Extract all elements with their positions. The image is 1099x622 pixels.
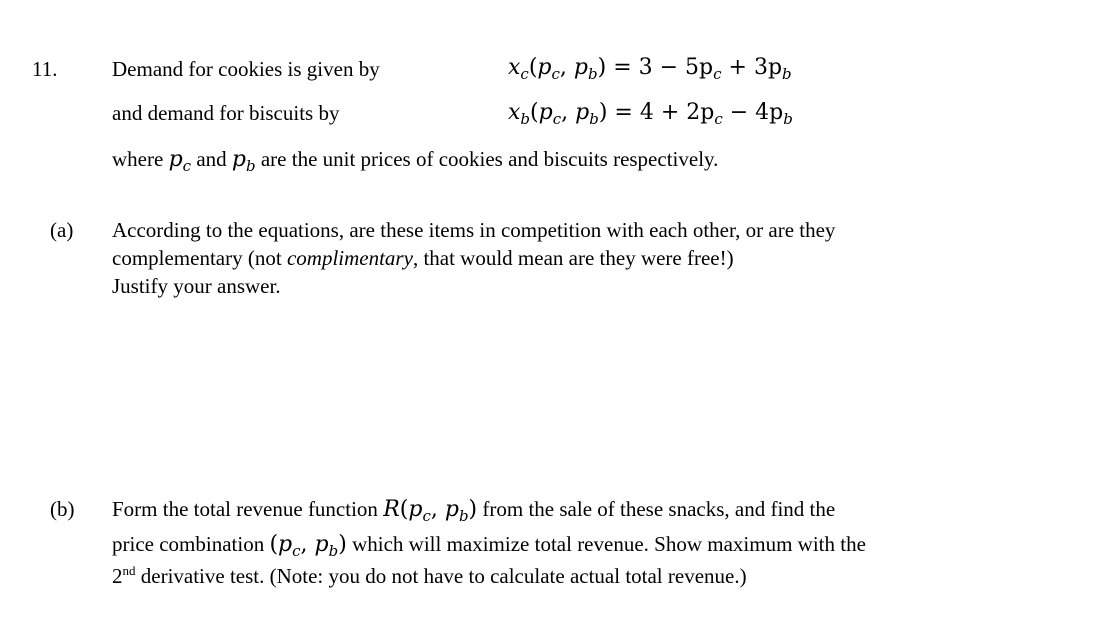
where-line: where $p_c$ and $p_b$ are the unit prices of cookies and biscuits respectively. xyxy=(112,147,719,175)
biscuits-demand-equation: $x_b(p_c$, $p_b) = 4 + 2p_c - 4p_b$ xyxy=(508,100,793,128)
part-b-label: (b) xyxy=(50,497,75,521)
part-b-line-3: 2nd derivative test. (Note: you do not have to calculate actual total revenue.) xyxy=(112,563,747,588)
part-a-line-3: Justify your answer. xyxy=(112,274,281,298)
part-a-line-1: According to the equations, are these items in competition with each other, or are they xyxy=(112,218,836,242)
part-a-line-2: complementary (not complimentary, that would mean are they were free!) xyxy=(112,246,734,270)
part-a-label: (a) xyxy=(50,218,74,242)
cookies-demand-equation: $x_c(p_c$, $p_b) = 3 - 5p_c + 3p_b$ xyxy=(508,55,792,83)
part-b-line-2: price combination ($p_c$, $p_b$) which will maximize total revenue. Show maximum with the xyxy=(112,532,866,560)
question-number: 11. xyxy=(32,57,58,81)
cookies-intro-text: Demand for cookies is given by xyxy=(112,57,380,81)
part-a-text xyxy=(112,216,1012,300)
biscuits-intro-text: and demand for biscuits by xyxy=(112,101,340,125)
part-b-line-1: Form the total revenue function $R(p_c$, $p_b$) from the sale of these snacks, and find the xyxy=(112,497,836,525)
